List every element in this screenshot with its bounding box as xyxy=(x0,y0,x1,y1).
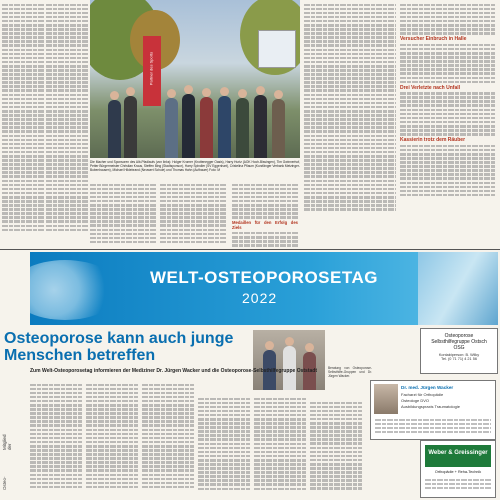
ad-weber-sub: Orthopädie + Reha-Technik xyxy=(434,470,482,474)
top-col-2 xyxy=(46,2,88,248)
heading-unfall: Drei Verletzte nach Unfall xyxy=(400,84,461,91)
ad-doctor xyxy=(370,380,496,440)
sponsor-sign-label: Partner des Sports xyxy=(148,51,154,86)
rail-text-a: Mitglied der xyxy=(2,434,12,450)
heading-kassierin: Kassierin trotz dem Räuber xyxy=(400,137,466,144)
ad-weber-logo xyxy=(425,445,491,467)
banner-bone-graphic xyxy=(30,260,120,320)
ad-shg-line2: Tel. (0 71 71) 4 21 56 xyxy=(441,357,477,361)
article-subhead: Zum Welt-Osteoporosetag informieren der Mediziner Dr. Jürgen Wacker und die Osteoporose-Selbsthilfegruppe Oststadt xyxy=(30,368,317,374)
rail-text-b: Osteo- xyxy=(2,476,7,490)
body-col-5 xyxy=(254,396,306,498)
ad-weber-details xyxy=(425,477,491,491)
heading-medals: Medaillen für den Erfolg des Ziels xyxy=(232,220,298,231)
ad-selbsthilfegruppe xyxy=(420,328,498,374)
ad-shg-line1: Kontaktperson: B. Wilky xyxy=(438,353,480,357)
ad-shg-title: Osteoporose Selbsthilfegruppe Ostsch OSG xyxy=(431,333,487,351)
top-col-1 xyxy=(2,2,44,248)
ad-doctor-name: Dr. med. Jürgen Wacker xyxy=(401,385,454,390)
banner-photo xyxy=(418,252,498,325)
right-col-2 xyxy=(400,2,496,248)
divider xyxy=(0,249,500,250)
banner-year: 2022 xyxy=(242,290,278,306)
banner-title: WELT-OSTEOPOROSETAG xyxy=(150,268,378,287)
article-photo xyxy=(253,330,325,390)
mid-col-2 xyxy=(160,182,226,248)
ad-doctor-line3: Osteologe DVO xyxy=(401,398,430,403)
ad-weber-greissinger xyxy=(420,440,496,498)
ad-weber-name: Weber & Greissinger xyxy=(428,450,488,456)
ad-doctor-line4: Ausbildungspraxis Traumatologie xyxy=(401,404,460,409)
right-col-1 xyxy=(304,2,396,248)
banner-stand xyxy=(258,30,296,68)
body-col-3 xyxy=(142,382,194,498)
ad-doctor-line2: Facharzt für Orthopädie xyxy=(401,392,444,397)
mid-col-1 xyxy=(90,182,156,248)
mid-col-3 xyxy=(232,182,298,248)
heading-einbruch: Versucher Einbruch in Halle xyxy=(400,36,467,43)
article-photo-caption: Beratung von Osteoporose-Selbsthilfe-Gruppen und Dr. Jürgen Wacker. xyxy=(328,366,372,379)
body-col-1 xyxy=(30,382,82,498)
photo-caption-top: Die Macher und Sponsoren des Alb-Pfadlaufs (von links): Holger Kromer (Krottenegger Oasis), Harry Hurtz (AOK Hoch-Bissingen), Tim Gwinnerhof, Petter Bürgermeister Christian Kraus, Steffen Bing (Stadtsponsor), Harry Spindler (SV Eggenhart), Cristelina Pflaum (Kurzfänger Verbank Metzinger-Bubenhausen), Michael Hildebrand (Neuwert Schule) und Thomas Hahn (Aufbauer) Foto: M xyxy=(90,160,300,172)
ad-doctor-photo xyxy=(374,384,398,414)
top-photo xyxy=(90,0,300,158)
ad-doctor-details xyxy=(375,417,491,435)
osteoporose-banner xyxy=(30,252,498,325)
body-col-4 xyxy=(198,396,250,498)
body-col-2 xyxy=(86,382,138,498)
article-headline: Osteoporose kann auch junge Menschen betreffen xyxy=(4,330,234,364)
body-col-6 xyxy=(310,400,362,498)
